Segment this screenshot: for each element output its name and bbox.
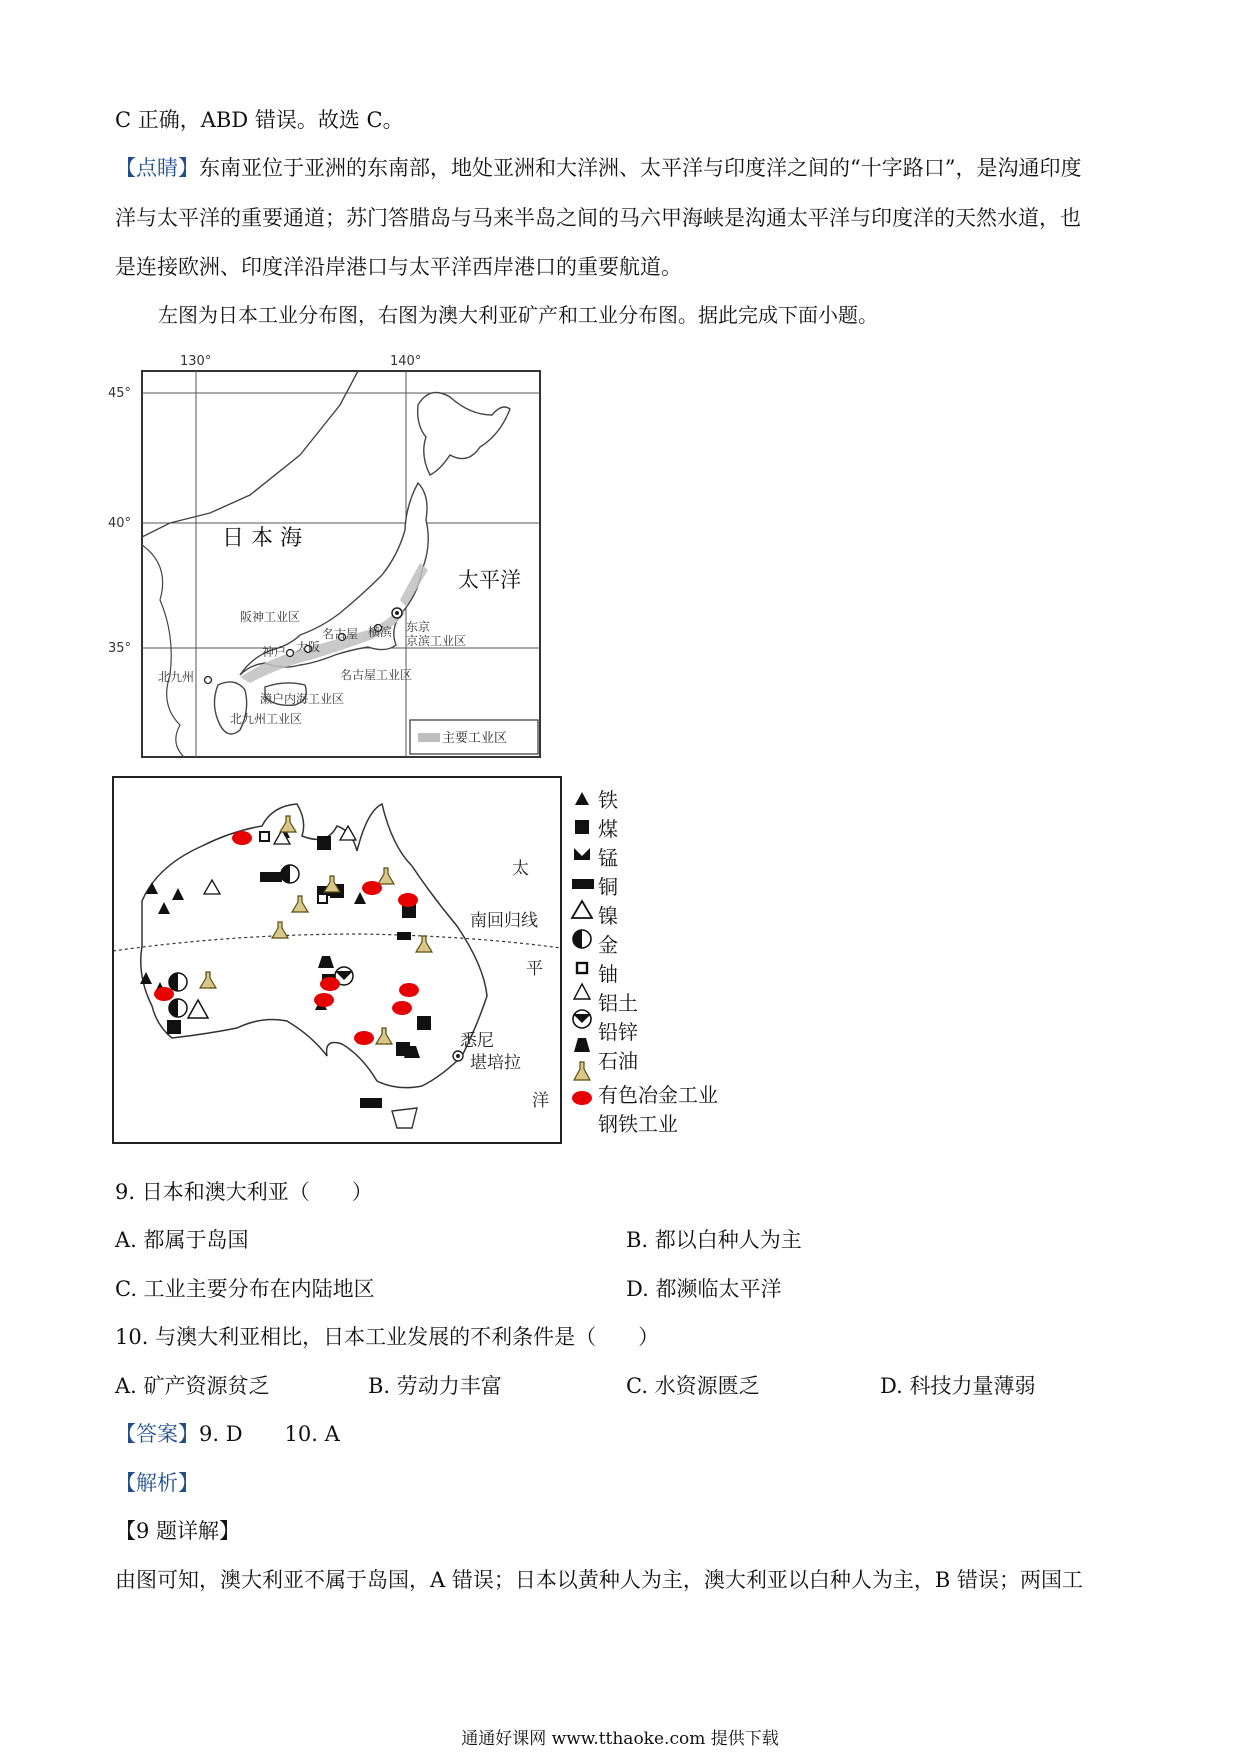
legend-coal-icon	[575, 820, 589, 834]
legend-nonferrous-icon	[574, 1062, 590, 1080]
legend-steel: 钢铁工业	[598, 1112, 678, 1136]
sea-label: 日 本 海	[222, 526, 302, 551]
legend-coal: 煤	[598, 817, 618, 841]
legend-industrial-area: 主要工业区	[442, 731, 508, 746]
answer-line	[115, 1420, 340, 1448]
detail-text: 由图可知，澳大利亚不属于岛国，A 错误；日本以黄种人为主，澳大利亚以白种人为主，B 错误；两国工	[115, 1568, 1083, 1592]
legend-iron-icon	[575, 792, 589, 805]
text-line-3: 洋与太平洋的重要通道；苏门答腊岛与马来半岛之间的马六甲海峡是沟通太平洋与印度洋的天然水道，也	[115, 206, 1081, 230]
legend-iron: 铁	[598, 788, 618, 812]
lat-45-label: 45°	[108, 386, 132, 401]
q9-option-b: B. 都以白种人为主	[626, 1228, 802, 1252]
legend-manganese-icon	[574, 848, 590, 860]
legend-bauxite: 铝土	[598, 991, 638, 1015]
ocean-char-1: 太	[512, 859, 529, 879]
legend-bauxite-icon	[574, 984, 590, 999]
text-line-4: 是连接欧洲、印度洋沿岸港口与太平洋西岸港口的重要航道。	[115, 255, 682, 279]
answer-value: 9. D 10. A	[199, 1422, 340, 1446]
ocean-char-3: 洋	[532, 1091, 549, 1111]
legend-lead-zinc: 铅锌	[598, 1020, 638, 1044]
q9-option-a: A. 都属于岛国	[115, 1228, 249, 1252]
q10-option-d: D. 科技力量薄弱	[880, 1374, 1036, 1398]
tropic-label: 南回归线	[470, 911, 538, 931]
setouchi-label: 濑户内海工业区	[260, 692, 345, 706]
analysis-tag: 【解析】	[115, 1471, 199, 1495]
lat-40-label: 40°	[108, 516, 132, 531]
question-9: 9. 日本和澳大利亚（ ）	[115, 1180, 373, 1204]
question-10: 10. 与澳大利亚相比，日本工业发展的不利条件是（ ）	[115, 1325, 660, 1349]
australia-map	[112, 776, 562, 1146]
nagoya-industrial-label: 名古屋工业区	[340, 668, 413, 682]
answer-tag: 【答案】	[115, 1422, 199, 1446]
text-line-5: 左图为日本工业分布图，右图为澳大利亚矿产和工业分布图。据此完成下面小题。	[158, 303, 878, 327]
kitakyushu-industrial-label: 北九州工业区	[230, 712, 303, 726]
text-line-1: C 正确，ABD 错误。故选 C。	[115, 108, 404, 132]
legend-nickel-icon	[572, 901, 592, 918]
dianjing-tag: 【点睛】	[115, 156, 199, 180]
tokyo-label: 东京	[406, 620, 431, 634]
keihin-label: 京滨工业区	[406, 634, 467, 648]
legend-steel-icon	[572, 1091, 592, 1105]
legend-copper: 铜	[598, 875, 618, 899]
lon-130-label: 130°	[180, 354, 212, 369]
ocean-label: 太平洋	[458, 568, 521, 592]
dianjing-text: 东南亚位于亚洲的东南部，地处亚洲和大洋洲、太平洋与印度洋之间的“十字路口”，是沟通印度	[199, 156, 1082, 180]
text-line-2	[115, 154, 1081, 182]
aus-legend-icons	[568, 778, 598, 1138]
detail-tag: 【9 题详解】	[115, 1519, 241, 1543]
japan-map	[100, 345, 550, 760]
ocean-char-2: 平	[526, 959, 543, 979]
aus-legend	[568, 778, 738, 1138]
legend-uranium-icon	[577, 963, 587, 973]
lon-140-label: 140°	[390, 354, 422, 369]
q10-option-b: B. 劳动力丰富	[368, 1374, 502, 1398]
hanshin-label: 阪神工业区	[240, 610, 301, 624]
q10-option-a: A. 矿产资源贫乏	[115, 1374, 270, 1398]
kitakyushu-label: 北九州	[158, 670, 195, 684]
legend-manganese: 锰	[598, 846, 618, 870]
page-footer: 通通好课网 www.tthaoke.com 提供下载	[461, 1729, 779, 1749]
yokohama-label: 横滨	[368, 625, 393, 639]
legend-uranium: 铀	[598, 962, 618, 986]
legend-nickel: 镍	[598, 904, 618, 928]
tasmania	[392, 1108, 417, 1128]
q9-option-c: C. 工业主要分布在内陆地区	[115, 1277, 375, 1301]
q9-option-d: D. 都濒临太平洋	[626, 1277, 782, 1301]
nagoya-label: 名古屋	[322, 627, 359, 641]
osaka-label: 大阪	[296, 640, 321, 654]
q10-option-c: C. 水资源匮乏	[626, 1374, 760, 1398]
canberra-label: 堪培拉	[470, 1053, 521, 1073]
lat-35-label: 35°	[108, 641, 132, 656]
legend-petroleum-icon	[574, 1038, 590, 1052]
legend-copper-icon	[572, 879, 594, 889]
legend-gold: 金	[598, 933, 618, 957]
kobe-label: 神户	[262, 645, 287, 659]
sydney-label: 悉尼	[460, 1031, 494, 1051]
legend-nonferrous: 有色冶金工业	[598, 1083, 718, 1107]
legend-petroleum: 石油	[598, 1049, 638, 1073]
